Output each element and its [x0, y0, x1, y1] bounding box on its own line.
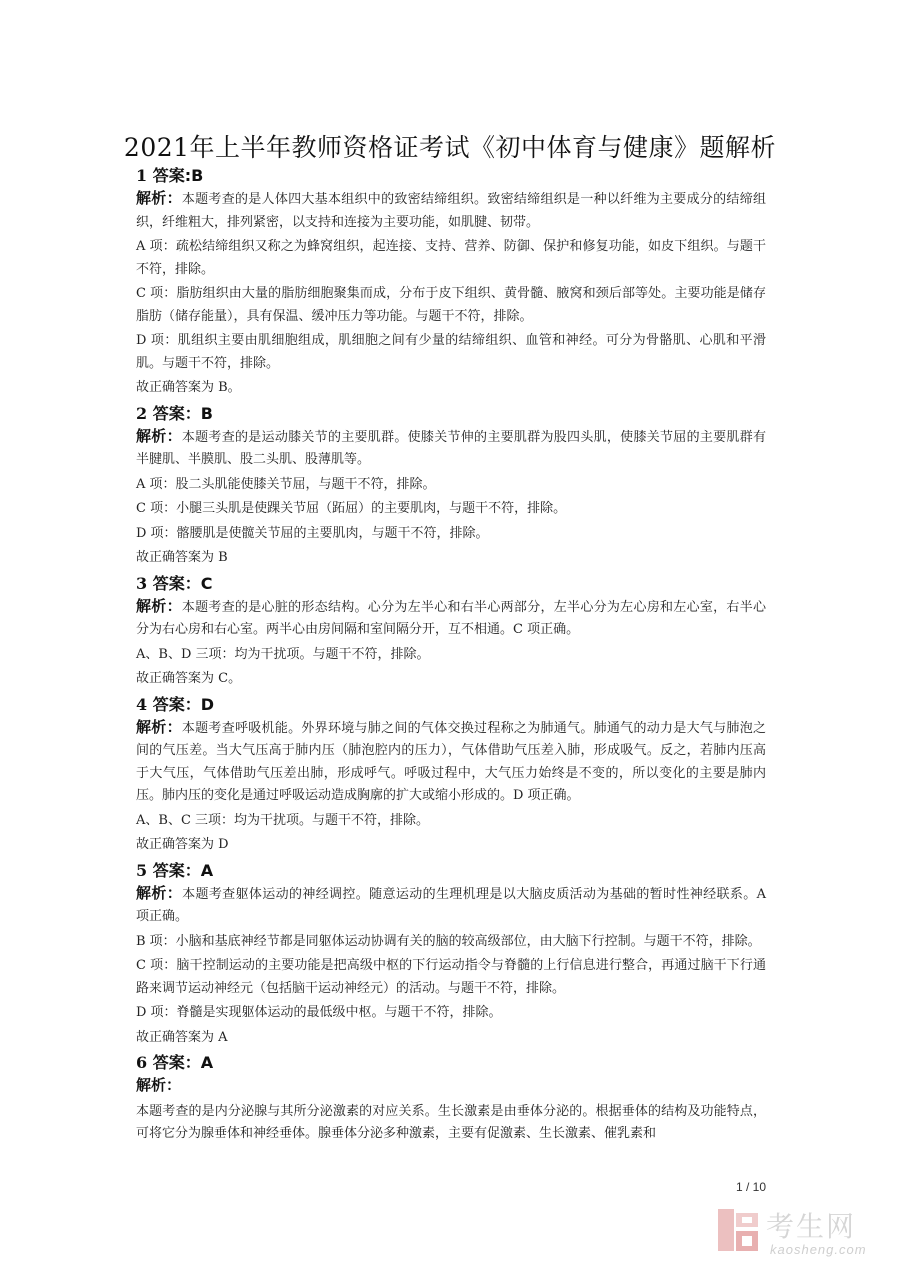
option-paragraph: D 项：髂腰肌是使髋关节屈的主要肌肉，与题干不符，排除。 — [136, 525, 489, 541]
option-paragraph: A 项：疏松结缔组织又称之为蜂窝组织，起连接、支持、营养、防御、保护和修复功能，如皮下组织。与题干不符，排除。 — [136, 239, 766, 277]
question-heading: 3 答案：C — [136, 573, 213, 593]
conclusion-paragraph: 故正确答案为 B — [136, 550, 228, 565]
question-heading: 4 答案：D — [136, 694, 215, 714]
option-paragraph: D 项：肌组织主要由肌细胞组成，肌细胞之间有少量的结缔组织、血管和神经。可分为骨骼肌、心肌和平滑肌。与题干不符，排除。 — [136, 333, 766, 371]
question-heading: 1 答案:B — [136, 166, 204, 185]
option-paragraph: A、B、C 三项：均为干扰项。与题干不符，排除。 — [136, 812, 430, 828]
option-paragraph: A 项：股二头肌能使膝关节屈，与题干不符，排除。 — [136, 476, 436, 492]
page-number: 1 / 10 — [735, 1180, 766, 1194]
analysis-paragraph: 解析：本题考查的是运动膝关节的主要肌群。使膝关节伸的主要肌群为股四头肌，使膝关节屈的主要肌群有半腱肌、半膜肌、股二头肌、股薄肌等。 — [136, 426, 766, 467]
question-heading: 2 答案：B — [136, 403, 213, 423]
conclusion-paragraph: 故正确答案为 C。 — [136, 671, 242, 686]
analysis-paragraph: 解析： — [136, 1076, 182, 1094]
option-paragraph: C 项：小腿三头肌是使踝关节屈（跖屈）的主要肌肉，与题干不符，排除。 — [136, 501, 567, 516]
question-heading: 5 答案：A — [136, 860, 214, 880]
kaosheng-logo-icon — [716, 1207, 762, 1253]
conclusion-paragraph: 故正确答案为 D — [136, 837, 229, 852]
option-paragraph: D 项：脊髓是实现躯体运动的最低级中枢。与题干不符，排除。 — [136, 1005, 502, 1020]
analysis-paragraph: 解析：本题考查躯体运动的神经调控。随意运动的生理机理是以大脑皮质活动为基础的暂时性神经联系。A 项正确。 — [136, 883, 766, 924]
page-title: 2021年上半年教师资格证考试《初中体育与健康》题解析 — [123, 133, 777, 162]
analysis-paragraph: 解析：本题考查的是人体四大基本组织中的致密结缔组织。致密结缔组织是一种以纤维为主要成分的结缔组织，纤维粗大，排列紧密，以支持和连接为主要功能，如肌腱、韧带。 — [136, 189, 766, 230]
watermark — [716, 1203, 886, 1263]
conclusion-paragraph: 故正确答案为 A — [136, 1029, 228, 1045]
watermark-domain: kaosheng.com — [770, 1242, 867, 1257]
watermark-brand: 考生网 — [766, 1210, 857, 1243]
analysis-paragraph: 解析：本题考查呼吸机能。外界环境与肺之间的气体交换过程称之为肺通气。肺通气的动力是大气与肺泡之间的气压差。当大气压高于肺内压（肺泡腔内的压力），气体借助气压差入肺，形成吸气。反之，若肺内压高于大气压，气体借助气压差出肺，形成呼气。呼吸过程中，大气压力始终是不变的，所以变化的主要是肺内压。肺内压的变化是通过呼吸运动造成胸廓的扩大或缩小形成的。D 项正确。 — [136, 717, 766, 803]
question-heading: 6 答案：A — [136, 1053, 214, 1072]
conclusion-paragraph: 故正确答案为 B。 — [136, 380, 241, 395]
document-body — [136, 164, 766, 1148]
option-paragraph: C 项：脂肪组织由大量的脂肪细胞聚集而成，分布于皮下组织、黄骨髓、腋窝和颈后部等处。主要功能是储存脂肪（储存能量），具有保温、缓冲压力等功能。与题干不符，排除。 — [136, 286, 766, 324]
option-paragraph: B 项：小脑和基底神经节都是同躯体运动协调有关的脑的较高级部位，由大脑下行控制。与题干不符，排除。 — [136, 933, 761, 949]
body-paragraph: 本题考查的是内分泌腺与其所分泌激素的对应关系。生长激素是由垂体分泌的。根据垂体的结构及功能特点，可将它分为腺垂体和神经垂体。腺垂体分泌多种激素，主要有促激素、生长激素、催乳素和 — [136, 1103, 766, 1141]
analysis-paragraph: 解析：本题考查的是心脏的形态结构。心分为左半心和右半心两部分，左半心分为左心房和左心室，右半心分为右心房和右心室。两半心由房间隔和室间隔分开，互不相通。C 项正确。 — [136, 596, 766, 637]
option-paragraph: C 项：脑干控制运动的主要功能是把高级中枢的下行运动指令与脊髓的上行信息进行整合，再通过脑干下行通路来调节运动神经元（包括脑干运动神经元）的活动。与题干不符，排除。 — [136, 958, 766, 996]
option-paragraph: A、B、D 三项：均为干扰项。与题干不符，排除。 — [136, 646, 430, 662]
